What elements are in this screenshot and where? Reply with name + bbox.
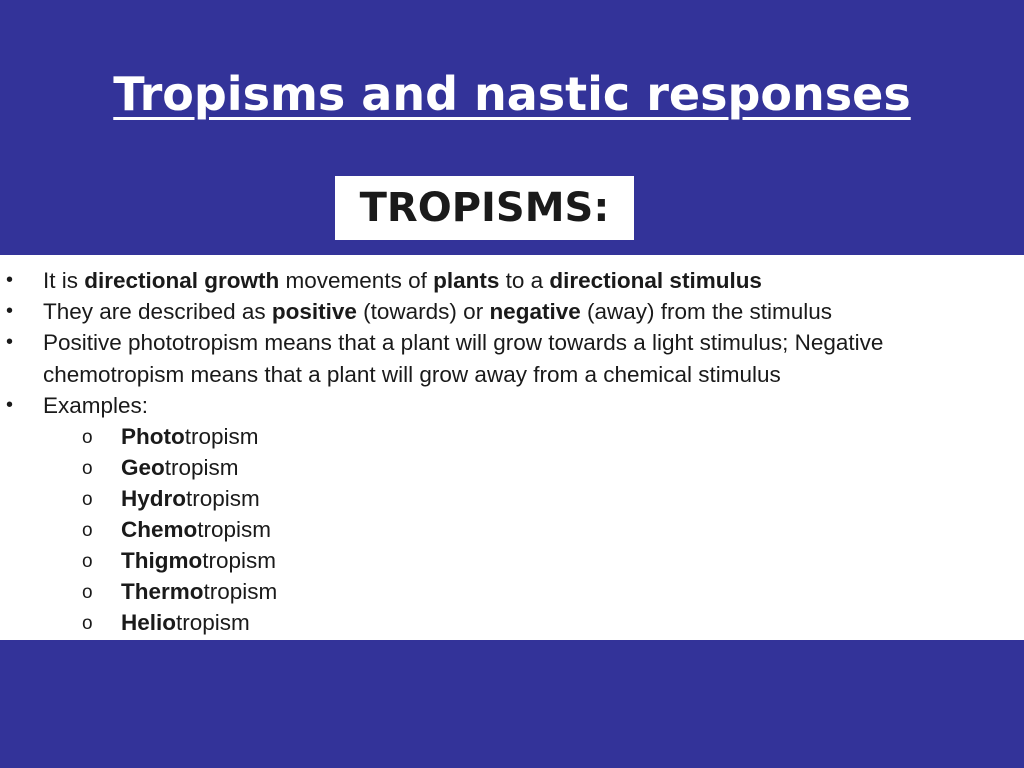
text-segment: to a — [499, 268, 550, 293]
example-term — [121, 421, 259, 452]
example-prefix: Hydro — [121, 486, 187, 511]
bullet-marker: • — [6, 331, 14, 353]
example-suffix: tropism — [197, 517, 272, 542]
bullet-marker: • — [6, 269, 14, 291]
example-suffix: tropism — [184, 424, 259, 449]
sub-bullet-marker: o — [82, 520, 93, 541]
section-heading: TROPISMS: — [335, 176, 634, 240]
bullet-marker: • — [6, 394, 14, 416]
example-term — [121, 607, 250, 638]
bold-term: negative — [489, 299, 581, 324]
text-segment: It is — [43, 268, 85, 293]
text-segment: movements of — [279, 268, 434, 293]
example-prefix: Thigmo — [121, 548, 203, 573]
sub-bullet-marker: o — [82, 551, 93, 572]
text-segment: (away) from the stimulus — [580, 299, 833, 324]
sub-bullet-marker: o — [82, 489, 93, 510]
example-suffix: tropism — [164, 455, 239, 480]
example-suffix: tropism — [176, 610, 250, 635]
example-term — [121, 545, 276, 576]
bullet-text — [43, 265, 762, 296]
sub-bullet-marker: o — [82, 458, 93, 479]
example-term — [121, 483, 260, 514]
slide-title-text: Tropisms and nastic responses — [113, 67, 911, 121]
bullet-text: Examples: — [43, 393, 149, 418]
example-prefix: Geo — [121, 455, 165, 480]
slide-title — [0, 62, 1024, 126]
example-suffix: tropism — [186, 486, 260, 511]
bullet-text — [43, 296, 832, 327]
example-prefix: Helio — [121, 610, 177, 635]
example-term — [121, 514, 271, 545]
example-prefix: Photo — [121, 424, 185, 449]
bullet-text-line-2: chemotropism means that a plant will grow away from a chemical stimulus — [43, 362, 781, 387]
bullet-text-line-1: Positive phototropism means that a plant will grow towards a light stimulus; Negative — [43, 330, 884, 355]
example-prefix: Chemo — [121, 517, 198, 542]
sub-bullet-marker: o — [82, 613, 93, 634]
bold-term: directional stimulus — [549, 268, 762, 293]
bold-term: positive — [271, 299, 357, 324]
example-suffix: tropism — [203, 579, 278, 604]
example-term — [121, 452, 239, 483]
sub-bullet-marker: o — [82, 582, 93, 603]
bullet-marker: • — [6, 300, 14, 322]
example-term — [121, 576, 277, 607]
text-segment: They are described as — [43, 299, 272, 324]
text-segment: (towards) or — [356, 299, 490, 324]
sub-bullet-marker: o — [82, 427, 93, 448]
bold-term: plants — [433, 268, 500, 293]
example-suffix: tropism — [202, 548, 276, 573]
example-prefix: Thermo — [121, 579, 204, 604]
bold-term: directional growth — [84, 268, 280, 293]
content-panel — [0, 255, 1024, 640]
